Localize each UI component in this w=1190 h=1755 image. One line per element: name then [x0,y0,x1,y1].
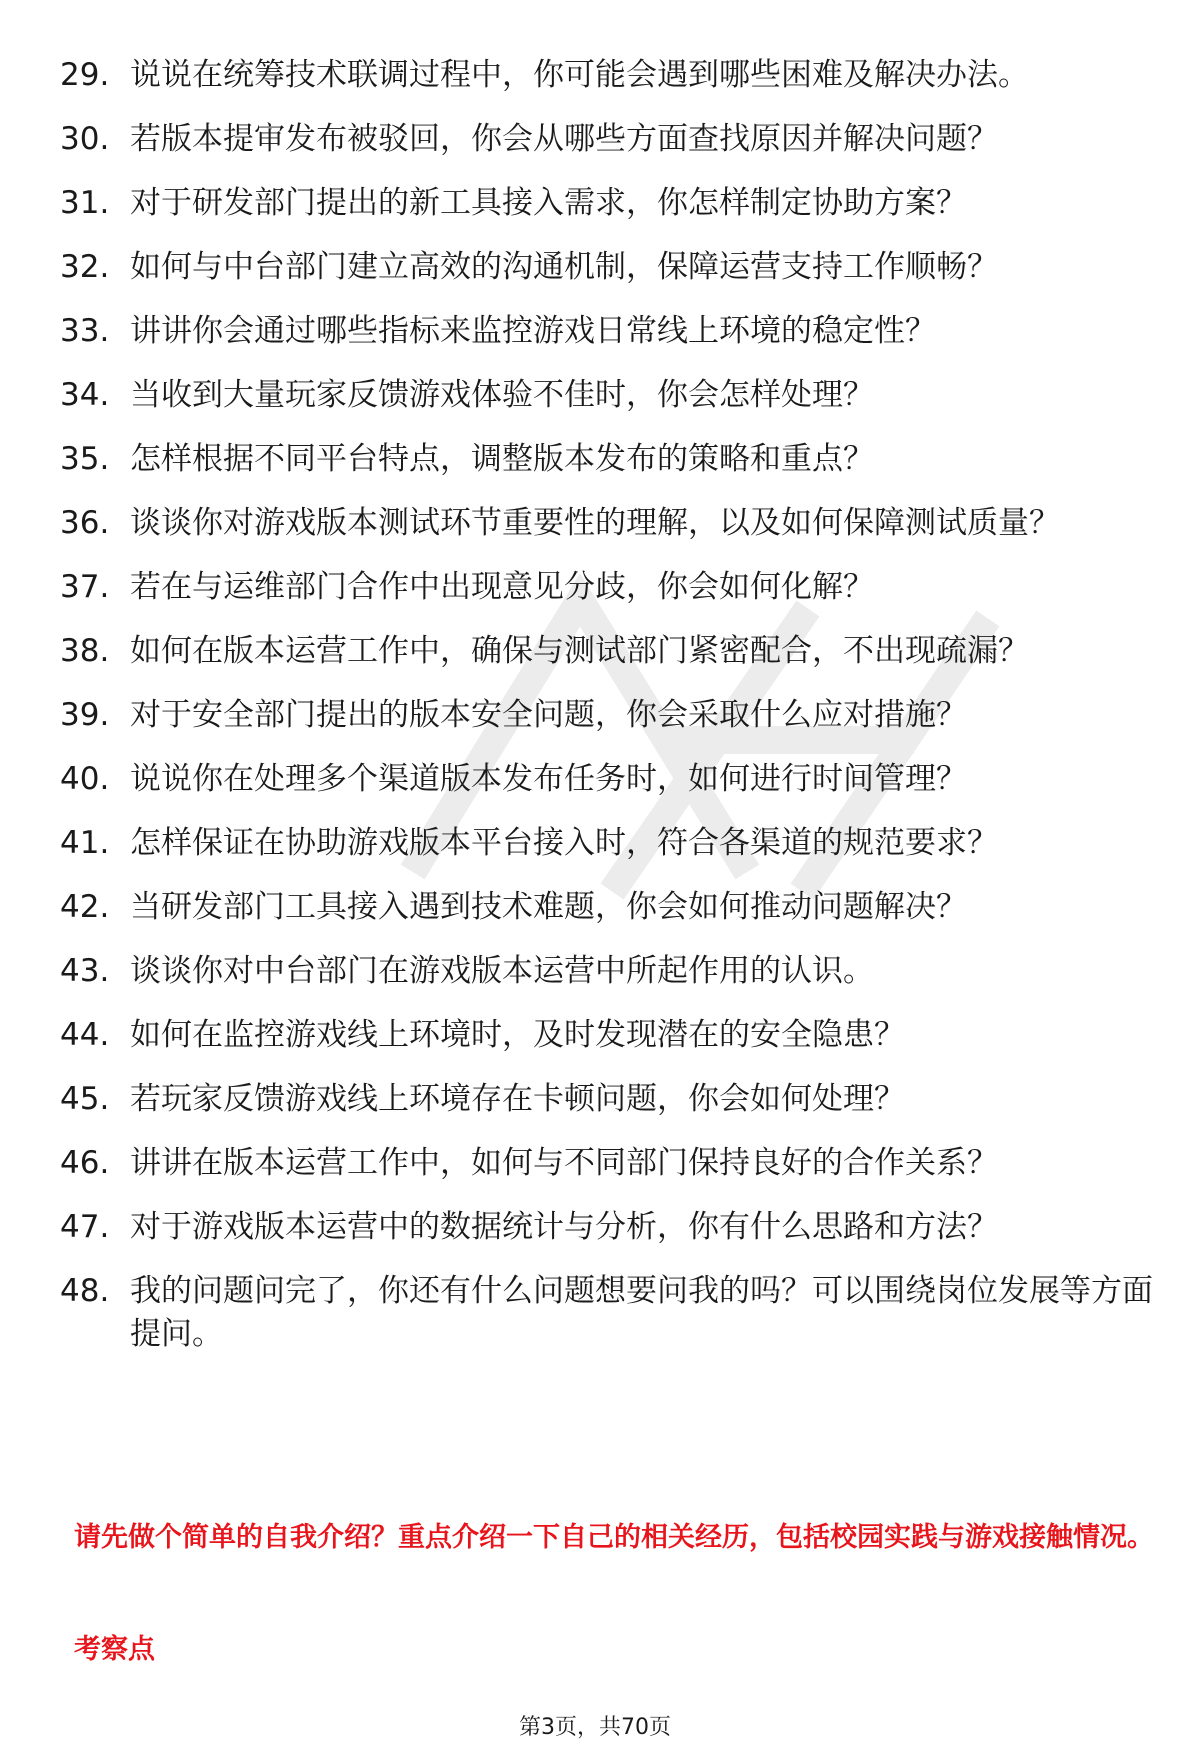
question-text: 讲讲你会通过哪些指标来监控游戏日常线上环境的稳定性？ [130,313,936,349]
question-item [60,310,1160,353]
question-text: 怎样保证在协助游戏版本平台接入时，符合各渠道的规范要求？ [130,825,998,861]
question-text: 说说你在处理多个渠道版本发布任务时，如何进行时间管理？ [130,761,967,797]
question-number: 38. [60,633,110,669]
question-text: 如何在版本运营工作中，确保与测试部门紧密配合，不出现疏漏？ [130,633,1029,669]
question-item [60,630,1160,673]
question-item [60,566,1160,609]
question-number: 31. [60,185,110,221]
question-item [60,1206,1160,1249]
question-number: 44. [60,1017,110,1053]
question-text: 若在与运维部门合作中出现意见分歧，你会如何化解？ [130,569,874,605]
question-number: 43. [60,953,110,989]
question-number: 36. [60,505,110,541]
question-text: 当收到大量玩家反馈游戏体验不佳时，你会怎样处理？ [130,377,874,413]
question-text: 谈谈你对游戏版本测试环节重要性的理解，以及如何保障测试质量？ [130,505,1060,541]
question-item [60,118,1160,161]
question-number: 40. [60,761,110,797]
question-item [60,1270,1160,1356]
question-text: 讲讲在版本运营工作中，如何与不同部门保持良好的合作关系？ [130,1145,998,1181]
question-item [60,1142,1160,1185]
question-item [60,822,1160,865]
question-text: 若玩家反馈游戏线上环境存在卡顿问题，你会如何处理？ [130,1081,905,1117]
question-text: 谈谈你对中台部门在游戏版本运营中所起作用的认识。 [130,953,874,989]
question-text: 对于安全部门提出的版本安全问题，你会采取什么应对措施？ [130,697,967,733]
question-item [60,694,1160,737]
question-item [60,502,1160,545]
question-item [60,438,1160,481]
question-item [60,1014,1160,1057]
question-item [60,374,1160,417]
question-number: 30. [60,121,110,157]
question-text: 当研发部门工具接入遇到技术难题，你会如何推动问题解决？ [130,889,967,925]
question-text: 如何与中台部门建立高效的沟通机制，保障运营支持工作顺畅？ [130,249,998,285]
question-number: 41. [60,825,110,861]
question-text: 对于游戏版本运营中的数据统计与分析，你有什么思路和方法？ [130,1209,998,1245]
question-number: 35. [60,441,110,477]
question-number: 37. [60,569,110,605]
page-footer: 第3页，共70页 [519,1715,671,1740]
question-item [60,886,1160,929]
question-text: 对于研发部门提出的新工具接入需求，你怎样制定协助方案？ [130,185,967,221]
question-number: 45. [60,1081,110,1117]
question-item [60,950,1160,993]
question-number: 32. [60,249,110,285]
question-number: 48. [60,1273,110,1309]
question-text: 若版本提审发布被驳回，你会从哪些方面查找原因并解决问题？ [130,121,998,157]
question-number: 46. [60,1145,110,1181]
question-text: 怎样根据不同平台特点，调整版本发布的策略和重点？ [130,441,874,477]
assessment-points-heading: 考察点 [74,1634,155,1665]
question-number: 47. [60,1209,110,1245]
question-number: 39. [60,697,110,733]
question-number: 29. [60,57,110,93]
question-number: 42. [60,889,110,925]
highlighted-question: 请先做个简单的自我介绍？重点介绍一下自己的相关经历，包括校园实践与游戏接触情况。 [74,1522,1154,1553]
question-number: 34. [60,377,110,413]
question-number: 33. [60,313,110,349]
question-text: 如何在监控游戏线上环境时，及时发现潜在的安全隐患？ [130,1017,905,1053]
question-text: 我的问题问完了，你还有什么问题想要问我的吗？可以围绕岗位发展等方面提问。 [130,1273,1153,1352]
question-item [60,246,1160,289]
question-text: 说说在统筹技术联调过程中，你可能会遇到哪些困难及解决办法。 [130,57,1029,93]
question-item [60,1078,1160,1121]
question-list [60,54,1160,1377]
question-item [60,54,1160,97]
question-item [60,182,1160,225]
question-item [60,758,1160,801]
